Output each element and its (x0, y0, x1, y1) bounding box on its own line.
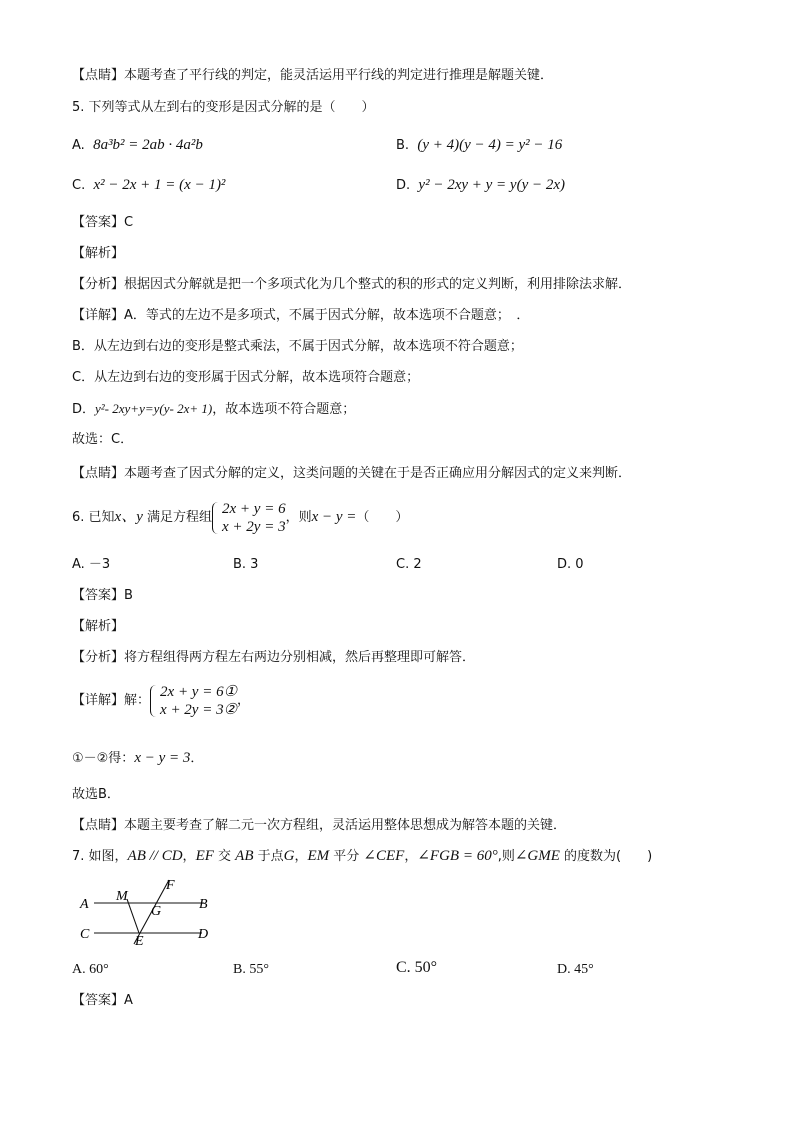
q5-option-d (396, 175, 565, 196)
q5-jiexi: 【解析】 (72, 246, 125, 261)
q7-stem (72, 846, 652, 867)
q5-line-d: D．y²- 2xy+y=y(y- 2x+ 1)，故本选项不符合题意； (72, 401, 356, 417)
q6-sol-eq1: 2x + y = 6① (160, 683, 238, 700)
q7-em: EM (307, 848, 330, 864)
q7-option-c: C. 50° (396, 959, 438, 976)
option-letter: C. (72, 178, 86, 193)
q7-stem-pre: 7. 如图， (72, 849, 128, 864)
q5-line-c: C．从左边到右边的变形属于因式分解，故本选项符合题意； (72, 370, 420, 385)
diff-expr: x − y = 3 (134, 750, 191, 766)
q6-eq1: 2x + y = 6 (222, 500, 286, 517)
q7-angle-cef: ∠CEF (363, 848, 405, 864)
xiangjie-pre: 解： (124, 693, 151, 708)
dianjing-label: 【点睛】 (72, 466, 125, 481)
q7-word-then: ,则 (497, 849, 515, 864)
q7-ef: EF (195, 848, 214, 864)
dianjing-label: 【点睛】 (72, 818, 125, 833)
q6-stem-end: （ ） (356, 510, 409, 525)
q6-eq2: x + 2y = 3 (222, 518, 286, 535)
option-expr: 8a³b² = 2ab · 4a²b (93, 137, 203, 153)
option-letter: B. (396, 138, 410, 153)
q6-fenxi (72, 648, 475, 668)
label-f: F (166, 878, 175, 893)
answer-label: 【答案】 (72, 215, 125, 230)
q6-jiexi: 【解析】 (72, 619, 125, 634)
answer-label: 【答案】 (72, 993, 125, 1008)
xiangjie-text: A．等式的左边不是多项式，不属于因式分解，故本选项不合题意； ． (124, 308, 530, 323)
option-expr: (y + 4)(y − 4) = y² − 16 (417, 137, 563, 153)
q6-sol-eq2: x + 2y = 3② (160, 701, 238, 718)
fenxi-text: 根据因式分解就是把一个多项式化为几个整式的积的形式的定义判断，利用排除法求解． (124, 277, 632, 292)
q5-fenxi (72, 275, 631, 295)
q5-answer (72, 213, 133, 233)
q7-answer (72, 991, 133, 1011)
q7-sep: ， (404, 849, 418, 864)
label-b: B (199, 897, 208, 912)
q6-stem-vars: x、y (114, 509, 143, 525)
answer-label: 【答案】 (72, 588, 125, 603)
q6-equation-system (212, 500, 286, 536)
option-letter: A. (72, 138, 85, 153)
option-letter: D. (396, 178, 411, 193)
q7-sep: ， (294, 849, 308, 864)
xiangjie-label: 【详解】 (72, 693, 125, 708)
q5-line-b: B．从左边到右边的变形是整式乘法，不属于因式分解，故本选项不符合题意； (72, 339, 523, 354)
q7-word-jiao: 交 (213, 849, 236, 864)
answer-value: B (124, 588, 133, 603)
q5-stem: 5. 下列等式从左到右的变形是因式分解的是（ ） (72, 100, 375, 115)
q6-stem-pre: 6. 已知 (72, 510, 115, 525)
q7-ab: AB (235, 848, 254, 864)
line-em (127, 899, 139, 933)
q6-dianjing (72, 816, 566, 836)
q7-sep: ， (182, 849, 196, 864)
q6-option-c: C. 2 (396, 557, 422, 572)
q6-stem (72, 496, 408, 539)
fenxi-label: 【分析】 (72, 277, 125, 292)
diff-end: ． (190, 751, 204, 766)
q6-difference (72, 748, 203, 769)
q6-stem-expr: x − y = (311, 509, 357, 525)
option-expr: x² − 2x + 1 = (x − 1)² (93, 177, 226, 193)
q6-answer (72, 586, 133, 606)
line-d-expr: y²- 2xy+y=y(y- 2x+ 1) (95, 401, 213, 416)
fenxi-label: 【分析】 (72, 650, 125, 665)
q6-choose: 故选B． (72, 787, 120, 802)
q6-xiangjie (72, 680, 250, 722)
q5-xiangjie (72, 306, 529, 326)
answer-value: C (124, 215, 134, 230)
q7-g: G (283, 848, 295, 864)
xiangjie-label: 【详解】 (72, 308, 125, 323)
q5-option-c (72, 175, 225, 196)
q7-stem-end: 的度数为( ) (559, 849, 653, 864)
dianjing-text: 本题主要考查了解二元一次方程组，灵活运用整体思想成为解答本题的关键． (124, 818, 567, 833)
diff-label: ①－②得： (72, 751, 135, 766)
dianjing-prev (72, 66, 553, 86)
q5-dianjing (72, 464, 631, 484)
label-d: D (198, 927, 209, 942)
q6-option-d: D. 0 (557, 557, 584, 572)
q7-angle-fgb: ∠FGB = 60° (417, 848, 498, 864)
label-e: E (135, 934, 144, 949)
q7-word-bisect: 平分 (329, 849, 364, 864)
q6-stem-post: ，则 (285, 510, 312, 525)
q7-angle-gme: ∠GME (514, 848, 560, 864)
q6-option-a: A. －3 (72, 557, 111, 572)
label-m: M (116, 889, 128, 904)
q7-option-a: A. 60° (72, 962, 109, 977)
q6-stem-mid: 满足方程组 (142, 510, 213, 525)
q7-option-b: B. 55° (233, 962, 269, 977)
label-a: A (80, 897, 89, 912)
q5-option-b (396, 135, 562, 156)
dianjing-label: 【点睛】 (72, 68, 125, 83)
label-g: G (151, 904, 162, 919)
q7-option-d: D. 45° (557, 962, 594, 977)
q6-option-b: B. 3 (233, 557, 259, 572)
q6-sol-comma: ， (237, 693, 251, 708)
dianjing-text: 本题考查了因式分解的定义，这类问题的关键在于是否正确应用分解因式的定义来判断． (124, 466, 632, 481)
line-d-text: ，故本选项不符合题意； (212, 402, 356, 417)
q7-word-point: 于点 (253, 849, 284, 864)
q6-solution-system (150, 683, 237, 719)
q5-option-a (72, 135, 203, 156)
answer-value: A (124, 993, 133, 1008)
fenxi-text: 将方程组得两方程左右两边分别相减，然后再整理即可解答． (124, 650, 476, 665)
dianjing-text: 本题考查了平行线的判定，能灵活运用平行线的判定进行推理是解题关键． (124, 68, 554, 83)
option-expr: y² − 2xy + y = y(y − 2x) (418, 177, 566, 193)
label-c: C (80, 927, 90, 942)
q5-choose: 故选：C． (72, 432, 134, 447)
q7-ab-parallel-cd: AB // CD (127, 848, 183, 864)
q7-figure (72, 872, 222, 952)
